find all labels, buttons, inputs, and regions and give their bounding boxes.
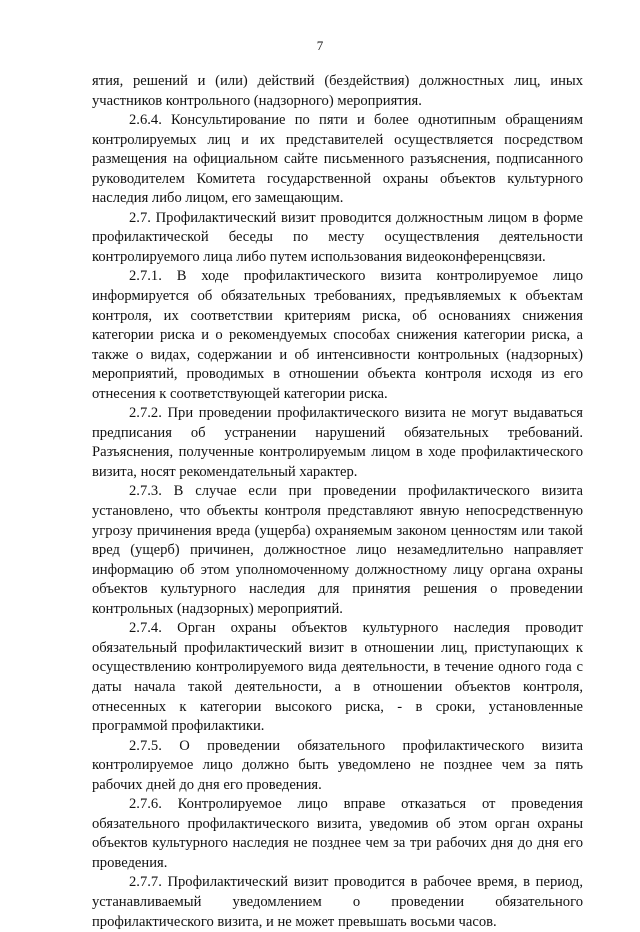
paragraph-2-7: 2.7. Профилактический визит проводится должностным лицом в форме профилактической беседы по месту осуществления деятельности контролируемого лица либо путем использования видеоконференцсвязи. xyxy=(92,209,583,265)
document-body xyxy=(92,72,583,932)
paragraph-2-7-7: 2.7.7. Профилактический визит проводится в рабочее время, в период, устанавливаемый уведомлением о проведении обязательного профилактического визита, и не может превышать восьми часов. xyxy=(92,874,583,930)
page-number: 7 xyxy=(316,38,324,53)
paragraph-2-7-3: 2.7.3. В случае если при проведении профилактического визита установлено, что объекты контроля представляют явную непосредственную угрозу причинения вреда (ущерба) охраняемым законом ценностям или такой вред (ущерб) причинен, должностное лицо незамедлительно направляет информацию об этом уполномоченному должностному лицу органа охраны объектов культурного наследия для принятия решения о проведении контрольных (надзорных) мероприятий. xyxy=(92,483,583,617)
paragraph-2-7-6: 2.7.6. Контролируемое лицо вправе отказаться от проведения обязательного профилактического визита, уведомив об этом орган охраны объектов культурного наследия не позднее чем за три рабочих дня до дня его проведения. xyxy=(92,796,583,871)
paragraph-2-6-4: 2.6.4. Консультирование по пяти и более однотипным обращениям контролируемых лиц и их представителей осуществляется посредством размещения на официальном сайте письменного разъяснения, подписанного руководителем Комитета государственной охраны объектов культурного наследия либо лицом, его замещающим. xyxy=(92,112,583,207)
paragraph-2-7-4: 2.7.4. Орган охраны объектов культурного наследия проводит обязательный профилактический визит в отношении лиц, приступающих к осуществлению контролируемого вида деятельности, в течение одного года с даты начала такой деятельности, а в отношении объектов контроля, отнесенных к категории высокого риска, - в сроки, установленные программой профилактики. xyxy=(92,620,583,735)
paragraph-2-7-1: 2.7.1. В ходе профилактического визита контролируемое лицо информируется об обязательных требованиях, предъявляемых к объектам контроля, их соответствии критериям риска, об основаниях снижения категории риска и о рекомендуемых способах снижения категории риска, а также о видах, содержании и об интенсивности контрольных (надзорных) мероприятий, проводимых в отношении объекта контроля исходя из его отнесения к соответствующей категории риска. xyxy=(92,268,583,402)
paragraph-2-7-5: 2.7.5. О проведении обязательного профилактического визита контролируемое лицо должно быть уведомлено не позднее чем за пять рабочих дней до дня его проведения. xyxy=(92,737,583,793)
paragraph-continuation: ятия, решений и (или) действий (бездействия) должностных лиц, иных участников контрольного (надзорного) мероприятия. xyxy=(92,73,583,109)
paragraph-2-7-2: 2.7.2. При проведении профилактического визита не могут выдаваться предписания об устранении нарушений обязательных требований. Разъяснения, полученные контролируемым лицом в ходе профилактического визита, носят рекомендательный характер. xyxy=(92,405,583,480)
